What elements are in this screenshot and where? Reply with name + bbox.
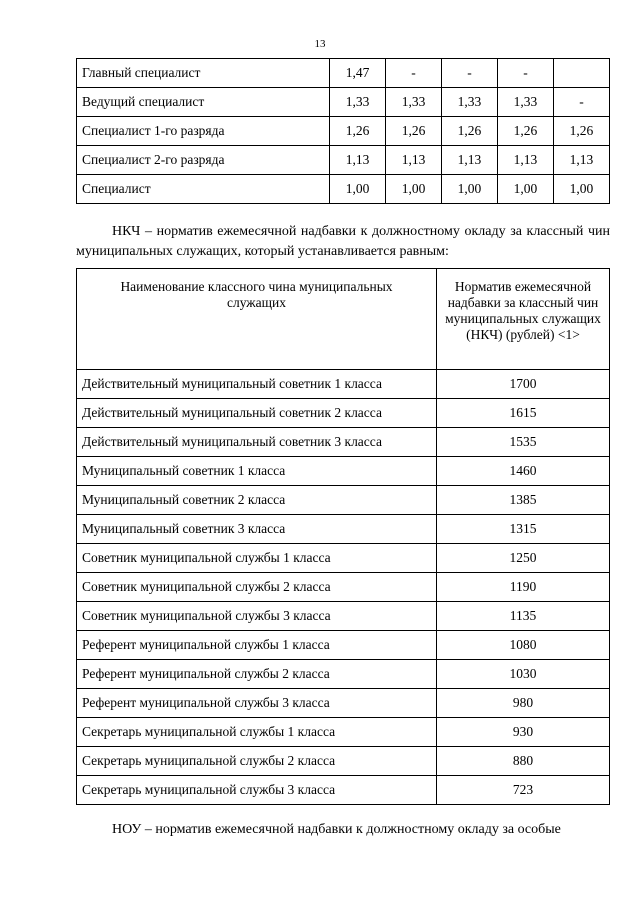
rank-name: Советник муниципальной службы 1 класса (77, 544, 437, 573)
rank-name: Референт муниципальной службы 2 класса (77, 660, 437, 689)
table-row (77, 776, 610, 805)
coefficient-cell: 1,26 (442, 117, 498, 146)
coefficient-cell: 1,00 (442, 175, 498, 204)
position-name: Главный специалист (77, 59, 330, 88)
position-name: Ведущий специалист (77, 88, 330, 117)
coefficient-cell: - (442, 59, 498, 88)
table-row (77, 718, 610, 747)
coefficient-cell: - (553, 88, 609, 117)
allowance-value: 1700 (437, 370, 610, 399)
coefficient-cell: 1,13 (386, 146, 442, 175)
allowance-value: 980 (437, 689, 610, 718)
table-header-row (77, 269, 610, 370)
column-header-rank-name: Наименование классного чина муниципальных служащих (77, 269, 437, 370)
allowance-value: 930 (437, 718, 610, 747)
table-row (77, 88, 610, 117)
rank-name: Муниципальный советник 1 класса (77, 457, 437, 486)
page-number: 13 (314, 38, 326, 50)
coefficient-cell: 1,33 (442, 88, 498, 117)
table-row (77, 573, 610, 602)
rank-name: Секретарь муниципальной службы 2 класса (77, 747, 437, 776)
allowance-value: 1385 (437, 486, 610, 515)
rank-name: Действительный муниципальный советник 3 класса (77, 428, 437, 457)
allowance-value: 1315 (437, 515, 610, 544)
coefficient-cell: - (386, 59, 442, 88)
coefficient-cell: 1,13 (497, 146, 553, 175)
coefficient-cell (553, 59, 609, 88)
rank-name: Секретарь муниципальной службы 1 класса (77, 718, 437, 747)
paragraph-text: НКЧ – норматив ежемесячной надбавки к должностному окладу за классный чин муниципальных служащих, который устанавливается равным: (76, 224, 610, 259)
position-name: Специалист 2-го разряда (77, 146, 330, 175)
nkch-definition-paragraph (76, 222, 610, 262)
rank-name: Советник муниципальной службы 3 класса (77, 602, 437, 631)
position-name: Специалист (77, 175, 330, 204)
coefficient-cell: 1,33 (497, 88, 553, 117)
table-row (77, 660, 610, 689)
table-row (77, 631, 610, 660)
coefficient-cell: 1,00 (330, 175, 386, 204)
table-row (77, 428, 610, 457)
rank-name: Действительный муниципальный советник 1 класса (77, 370, 437, 399)
table-row (77, 399, 610, 428)
coefficient-cell: 1,00 (553, 175, 609, 204)
rank-name: Секретарь муниципальной службы 3 класса (77, 776, 437, 805)
table-row (77, 370, 610, 399)
coefficient-cell: 1,47 (330, 59, 386, 88)
rank-name: Референт муниципальной службы 1 класса (77, 631, 437, 660)
table-row (77, 747, 610, 776)
allowance-value: 1135 (437, 602, 610, 631)
class-rank-table (76, 268, 610, 805)
coefficient-cell: 1,00 (497, 175, 553, 204)
coefficients-table (76, 58, 610, 204)
table-row (77, 146, 610, 175)
coefficient-cell: - (497, 59, 553, 88)
allowance-value: 1250 (437, 544, 610, 573)
table-row (77, 602, 610, 631)
rank-name: Референт муниципальной службы 3 класса (77, 689, 437, 718)
coefficient-cell: 1,33 (330, 88, 386, 117)
coefficient-cell: 1,00 (386, 175, 442, 204)
rank-name: Действительный муниципальный советник 2 класса (77, 399, 437, 428)
allowance-value: 880 (437, 747, 610, 776)
table-row (77, 175, 610, 204)
allowance-value: 1030 (437, 660, 610, 689)
coefficient-cell: 1,13 (553, 146, 609, 175)
coefficient-cell: 1,33 (386, 88, 442, 117)
nou-definition-paragraph: НОУ – норматив ежемесячной надбавки к должностному окладу за особые (112, 822, 561, 837)
coefficient-cell: 1,26 (497, 117, 553, 146)
position-name: Специалист 1-го разряда (77, 117, 330, 146)
table-row (77, 515, 610, 544)
table-row (77, 59, 610, 88)
coefficient-cell: 1,26 (330, 117, 386, 146)
coefficient-cell: 1,13 (442, 146, 498, 175)
allowance-value: 1190 (437, 573, 610, 602)
allowance-value: 723 (437, 776, 610, 805)
allowance-value: 1460 (437, 457, 610, 486)
table-row (77, 117, 610, 146)
rank-name: Муниципальный советник 3 класса (77, 515, 437, 544)
allowance-value: 1080 (437, 631, 610, 660)
coefficient-cell: 1,26 (386, 117, 442, 146)
table-row (77, 457, 610, 486)
allowance-value: 1535 (437, 428, 610, 457)
coefficient-cell: 1,26 (553, 117, 609, 146)
allowance-value: 1615 (437, 399, 610, 428)
table-row (77, 689, 610, 718)
rank-name: Советник муниципальной службы 2 класса (77, 573, 437, 602)
table-row (77, 544, 610, 573)
table-row (77, 486, 610, 515)
rank-name: Муниципальный советник 2 класса (77, 486, 437, 515)
column-header-allowance: Норматив ежемесячной надбавки за классный чин муниципальных служащих (НКЧ) (рублей) <1> (437, 269, 610, 370)
coefficient-cell: 1,13 (330, 146, 386, 175)
